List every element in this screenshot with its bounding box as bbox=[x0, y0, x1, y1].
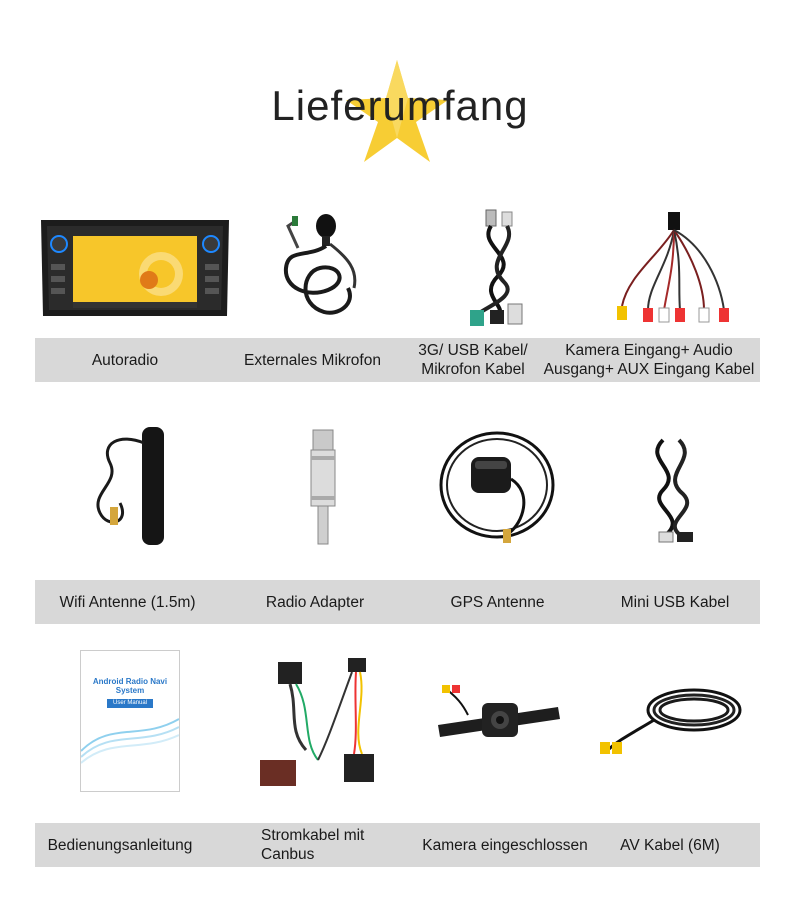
product-image-usb-kabel bbox=[410, 198, 585, 338]
item-label: Autoradio bbox=[91, 351, 159, 369]
label-bar-row-3 bbox=[35, 823, 760, 867]
product-image-rca-kabel bbox=[585, 198, 760, 338]
product-image-kamera bbox=[410, 650, 585, 790]
page-header bbox=[0, 40, 800, 170]
item-label: Kamera eingeschlossen bbox=[422, 836, 588, 854]
label-bar-row-1 bbox=[35, 338, 760, 382]
car-radio-icon bbox=[37, 214, 233, 322]
item-label: Kamera Eingang+ Audio Ausgang+ AUX Eingang Kabel bbox=[543, 342, 755, 378]
label-bar-row-2 bbox=[35, 580, 760, 624]
item-label: Mini USB Kabel bbox=[620, 593, 730, 611]
page-title: Lieferumfang bbox=[271, 82, 529, 129]
product-row-1 bbox=[35, 198, 760, 338]
item-label: Radio Adapter bbox=[265, 593, 365, 611]
camera-icon bbox=[428, 685, 568, 755]
product-image-mini-usb bbox=[585, 418, 760, 558]
microphone-icon bbox=[268, 208, 378, 328]
wifi-antenna-icon bbox=[80, 423, 190, 553]
product-image-stromkabel bbox=[235, 650, 410, 790]
manual-badge: User Manual bbox=[107, 699, 153, 708]
manual-icon bbox=[80, 650, 180, 792]
item-label: Wifi Antenne (1.5m) bbox=[59, 593, 196, 611]
product-image-gps-antenne bbox=[410, 418, 585, 558]
product-row-2 bbox=[35, 418, 760, 558]
product-row-3 bbox=[35, 650, 760, 790]
item-label: 3G/ USB Kabel/ Mikrofon Kabel bbox=[418, 342, 528, 378]
product-image-manual bbox=[35, 650, 235, 790]
item-label: AV Kabel (6M) bbox=[620, 836, 720, 854]
product-image-autoradio bbox=[35, 198, 235, 338]
item-label: Stromkabel mit Canbus bbox=[261, 827, 365, 863]
product-image-av-kabel bbox=[585, 650, 760, 790]
product-image-wifi-antenne bbox=[35, 418, 235, 558]
item-label: Externales Mikrofon bbox=[244, 351, 381, 369]
radio-adapter-icon bbox=[303, 426, 343, 550]
usb-cable-icon bbox=[458, 206, 538, 330]
manual-title: Android Radio Navi System bbox=[92, 677, 168, 695]
product-image-mikrofon bbox=[235, 198, 410, 338]
mini-usb-cable-icon bbox=[643, 430, 703, 546]
rca-harness-icon bbox=[608, 206, 738, 330]
gps-antenna-icon bbox=[433, 423, 563, 553]
product-image-radio-adapter bbox=[235, 418, 410, 558]
item-label: GPS Antenne bbox=[450, 593, 545, 611]
item-label: Bedienungsanleitung bbox=[47, 836, 193, 854]
power-cable-icon bbox=[258, 650, 388, 790]
av-cable-icon bbox=[598, 680, 748, 760]
